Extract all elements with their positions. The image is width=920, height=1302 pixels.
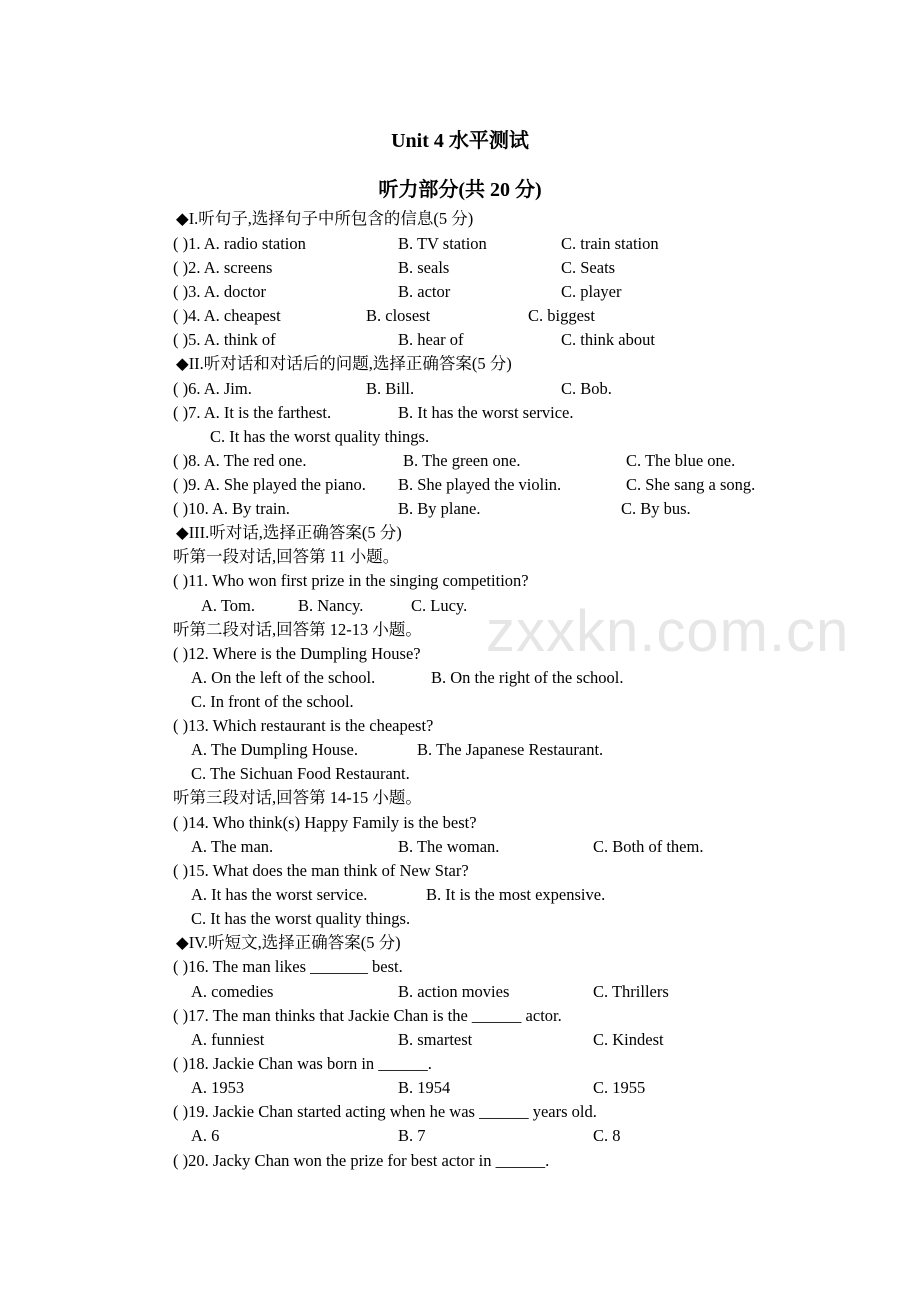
option-a: A. On the left of the school. (191, 668, 376, 687)
question-11: ( )11. Who won first prize in the singing competition? (173, 571, 529, 590)
option-b: B. 1954 (398, 1078, 451, 1097)
option-b: B. actor (398, 282, 451, 301)
question-12: ( )12. Where is the Dumpling House? (173, 644, 421, 663)
option-b: B. seals (398, 258, 450, 277)
option-c: C. Bob. (561, 379, 612, 398)
section-3-heading: ◆III.听对话,选择正确答案(5 分) (176, 523, 402, 542)
option-a: A. The Dumpling House. (191, 740, 358, 759)
option-b: B. action movies (398, 982, 510, 1001)
option-c: C. Seats (561, 258, 616, 277)
option-c: C. The blue one. (626, 451, 736, 470)
question-14: ( )14. Who think(s) Happy Family is the best? (173, 813, 477, 832)
option-a: A. 6 (191, 1126, 220, 1145)
option-b: B. Bill. (366, 379, 415, 398)
option-c: C. She sang a song. (626, 475, 756, 494)
option-b: B. On the right of the school. (431, 668, 624, 687)
option-a: A. The man. (191, 837, 274, 856)
question-15: ( )15. What does the man think of New Star? (173, 861, 469, 880)
instruction-note: 听第二段对话,回答第 12-13 小题。 (173, 620, 422, 639)
option-b: B. closest (366, 306, 431, 325)
option-c: C. The Sichuan Food Restaurant. (191, 764, 410, 783)
option-b: B. Nancy. (298, 596, 364, 615)
option-c: C. It has the worst quality things. (191, 909, 411, 928)
option-b: B. The woman. (398, 837, 500, 856)
question-9: ( )9. A. She played the piano. (173, 475, 366, 494)
instruction-note: 听第一段对话,回答第 11 小题。 (173, 547, 400, 566)
option-b: B. 7 (398, 1126, 426, 1145)
page-title: Unit 4 水平测试 (391, 130, 529, 152)
option-b: B. The green one. (403, 451, 521, 470)
question-16: ( )16. The man likes _______ best. (173, 957, 403, 976)
option-a: A. 1953 (191, 1078, 245, 1097)
question-5: ( )5. A. think of (173, 330, 276, 349)
section-1-heading: ◆I.听句子,选择句子中所包含的信息(5 分) (176, 209, 474, 228)
section-4-heading: ◆IV.听短文,选择正确答案(5 分) (176, 933, 401, 952)
option-a: A. Tom. (201, 596, 256, 615)
section-2-heading: ◆II.听对话和对话后的问题,选择正确答案(5 分) (176, 354, 512, 373)
option-a: A. funniest (191, 1030, 265, 1049)
option-b: B. By plane. (398, 499, 481, 518)
option-c: C. player (561, 282, 622, 301)
question-10: ( )10. A. By train. (173, 499, 290, 518)
option-c: C. It has the worst quality things. (210, 427, 430, 446)
instruction-note: 听第三段对话,回答第 14-15 小题。 (173, 788, 422, 807)
option-b: B. smartest (398, 1030, 473, 1049)
question-6: ( )6. A. Jim. (173, 379, 252, 398)
option-b: B. TV station (398, 234, 487, 253)
question-13: ( )13. Which restaurant is the cheapest? (173, 716, 434, 735)
option-c: C. think about (561, 330, 655, 349)
question-8: ( )8. A. The red one. (173, 451, 307, 470)
question-20: ( )20. Jacky Chan won the prize for best actor in ______. (173, 1151, 550, 1170)
option-c: C. Lucy. (411, 596, 468, 615)
section-heading: 听力部分(共 20 分) (378, 179, 542, 201)
option-b: B. The Japanese Restaurant. (417, 740, 604, 759)
question-1: ( )1. A. radio station (173, 234, 306, 253)
question-4: ( )4. A. cheapest (173, 306, 281, 325)
option-c: C. biggest (528, 306, 595, 325)
option-c: C. In front of the school. (191, 692, 354, 711)
option-b: B. hear of (398, 330, 464, 349)
option-b: B. It is the most expensive. (426, 885, 606, 904)
question-7: ( )7. A. It is the farthest. (173, 403, 332, 422)
question-17: ( )17. The man thinks that Jackie Chan is the ______ actor. (173, 1006, 562, 1025)
option-b: B. She played the violin. (398, 475, 562, 494)
option-c: C. train station (561, 234, 659, 253)
option-c: C. 1955 (593, 1078, 646, 1097)
option-c: C. By bus. (621, 499, 691, 518)
question-18: ( )18. Jackie Chan was born in ______. (173, 1054, 432, 1073)
option-b: B. It has the worst service. (398, 403, 574, 422)
option-c: C. Kindest (593, 1030, 664, 1049)
question-2: ( )2. A. screens (173, 258, 273, 277)
option-c: C. Thrillers (593, 982, 669, 1001)
question-19: ( )19. Jackie Chan started acting when he was ______ years old. (173, 1102, 597, 1121)
option-c: C. 8 (593, 1126, 621, 1145)
option-a: A. comedies (191, 982, 274, 1001)
option-c: C. Both of them. (593, 837, 704, 856)
option-a: A. It has the worst service. (191, 885, 368, 904)
watermark: zxxkn.com.cn (486, 599, 850, 664)
question-3: ( )3. A. doctor (173, 282, 267, 301)
